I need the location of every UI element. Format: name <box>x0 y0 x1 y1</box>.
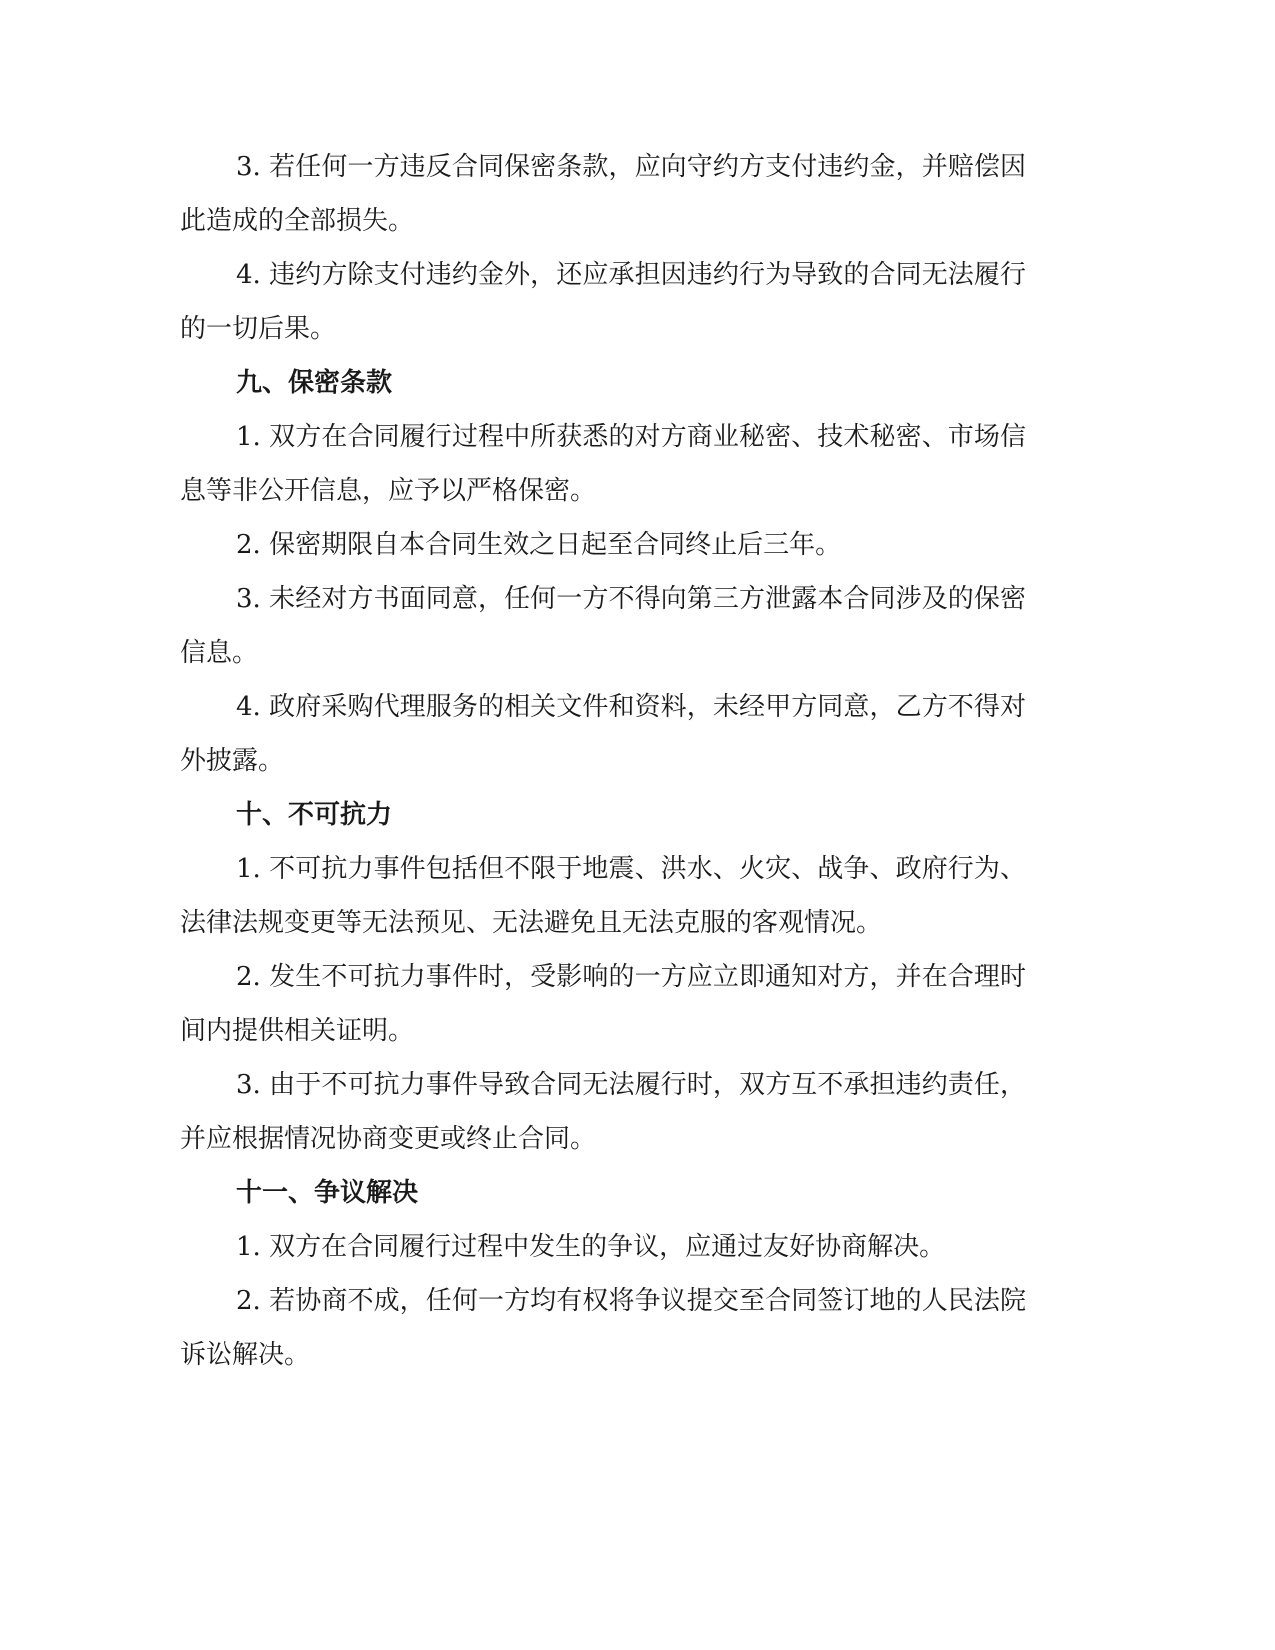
clause-8-4: 4. 违约方除支付违约金外，还应承担因违约行为导致的合同无法履行的一切后果。 <box>180 260 1026 344</box>
clause-10-1: 1. 不可抗力事件包括但不限于地震、洪水、火灾、战争、政府行为、法律法规变更等无法预见、无法避免且无法克服的客观情况。 <box>180 854 1026 938</box>
clause-8-3: 3. 若任何一方违反合同保密条款，应向守约方支付违约金，并赔偿因此造成的全部损失。 <box>180 152 1026 236</box>
section-heading-confidentiality: 九、保密条款 <box>236 368 393 398</box>
document-page <box>180 140 1026 1382</box>
section-heading-force-majeure: 十、不可抗力 <box>236 800 393 830</box>
clause-10-2: 2. 发生不可抗力事件时，受影响的一方应立即通知对方，并在合理时间内提供相关证明。 <box>180 962 1026 1046</box>
clause-9-3: 3. 未经对方书面同意，任何一方不得向第三方泄露本合同涉及的保密信息。 <box>180 584 1026 668</box>
clause-11-2: 2. 若协商不成，任何一方均有权将争议提交至合同签订地的人民法院诉讼解决。 <box>180 1286 1026 1370</box>
clause-11-1: 1. 双方在合同履行过程中发生的争议，应通过友好协商解决。 <box>236 1232 946 1262</box>
section-heading-dispute-resolution: 十一、争议解决 <box>236 1178 419 1208</box>
clause-9-4: 4. 政府采购代理服务的相关文件和资料，未经甲方同意，乙方不得对外披露。 <box>180 692 1026 776</box>
clause-10-3: 3. 由于不可抗力事件导致合同无法履行时，双方互不承担违约责任，并应根据情况协商变更或终止合同。 <box>180 1070 1026 1154</box>
clause-9-1: 1. 双方在合同履行过程中所获悉的对方商业秘密、技术秘密、市场信息等非公开信息，应予以严格保密。 <box>180 422 1026 506</box>
clause-9-2: 2. 保密期限自本合同生效之日起至合同终止后三年。 <box>236 530 842 560</box>
